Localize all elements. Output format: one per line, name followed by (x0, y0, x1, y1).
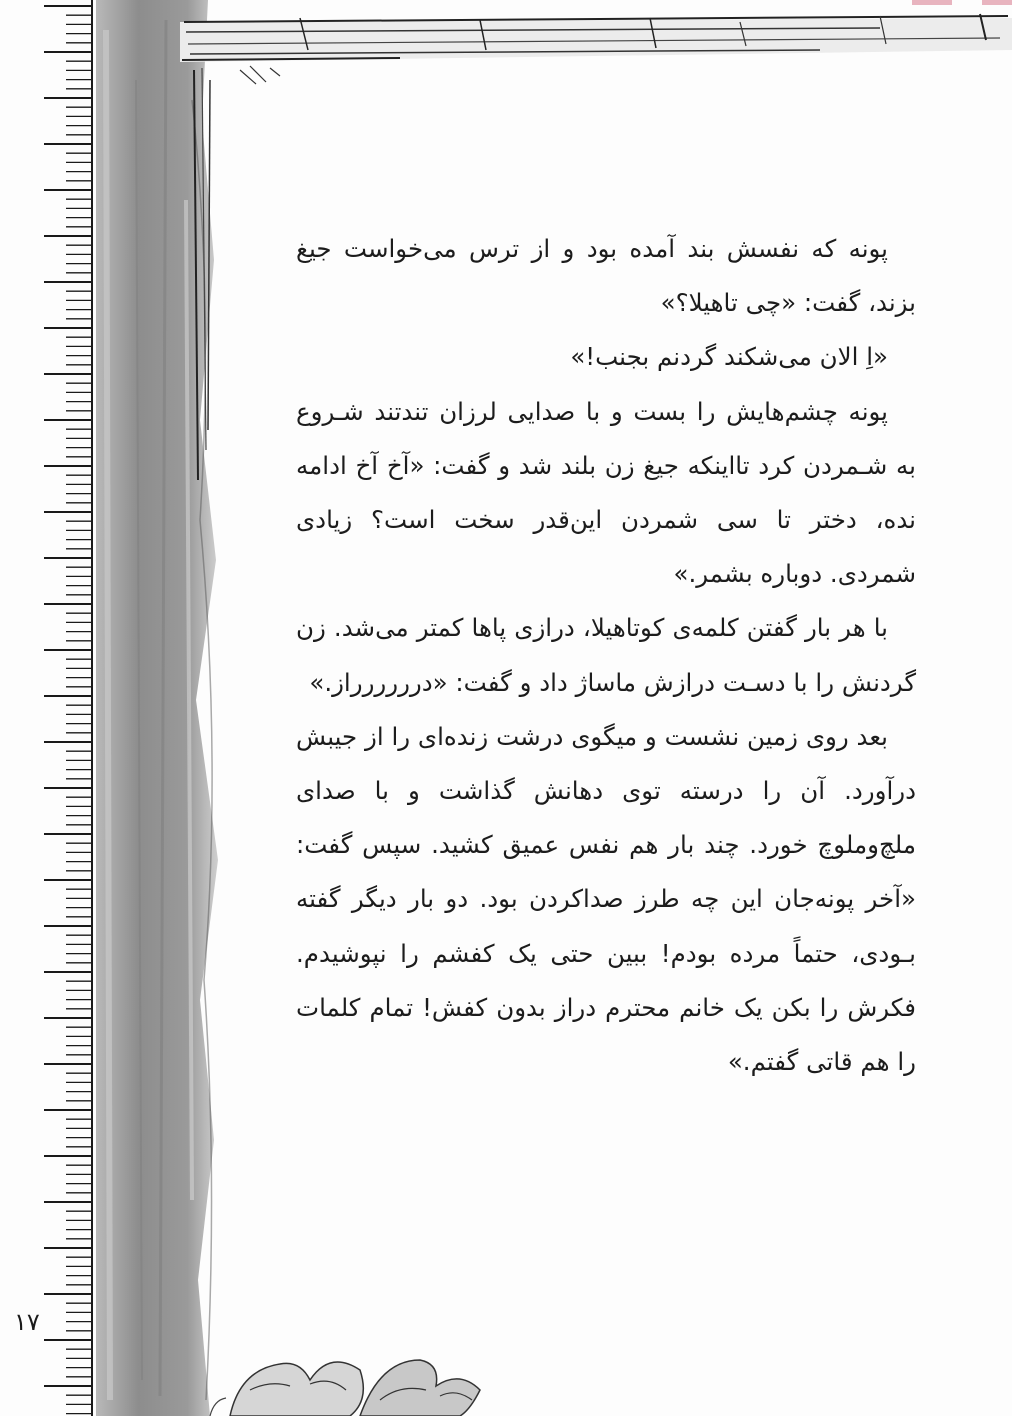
paragraph-2: «اِ الان می‌شکند گردنم بجنب!» (570, 342, 888, 372)
sketched-leaves (190, 1340, 520, 1416)
page-number: ۱۷ (14, 1308, 40, 1336)
paragraph-3: پونه چشم‌هایش را بست و با صدایی لرزان تندتند شـروع به شـمردن کرد تااینکه جیغ زن بلند شد و گفت: «آخ آخ ادامه نده، دختر تا سی شمردن این‌قدر سخت است؟ زیادی شمردی. دوباره بشمر.» (296, 396, 916, 589)
paragraph-4: با هر بار گفتن کلمه‌ی کوتاهیلا، درازی پاها کمتر می‌شد. زن گردنش را با دسـت درازش ماساژ داد و گفت: «درررررراز.» (296, 613, 916, 697)
paragraph-5: بعد روی زمین نشست و میگوی درشت زنده‌ای را از جیبش درآورد. آن را درسته توی دهانش گذاشت و با صدای ملچ‌وملوچ خورد. چند بار هم نفس عمیق کشید. سپس گفت: «آخر پونه‌جان این چه طرز صداکردن بود. دو بار دیگر گفته بـودی، حتماً مرده بودم! ببین حتی یک کفشم را نپوشیدم. فکرش را بکن یک خانم محترم دراز بدون کفش! تمام کلمات را هم قاتی گفتم.» (296, 721, 916, 1077)
sketched-wooden-frame (180, 10, 1012, 100)
corner-accent (902, 0, 1012, 6)
ruler-tick-marks (0, 0, 104, 1416)
story-text (296, 222, 916, 1089)
paragraph-1: پونه که نفسش بند آمده بود و از ترس می‌خواست جیغ بزند، گفت: «چی تاهیلا؟» (296, 234, 916, 318)
leaves-graphic (190, 1340, 520, 1416)
ruler-graphic (0, 0, 104, 1416)
